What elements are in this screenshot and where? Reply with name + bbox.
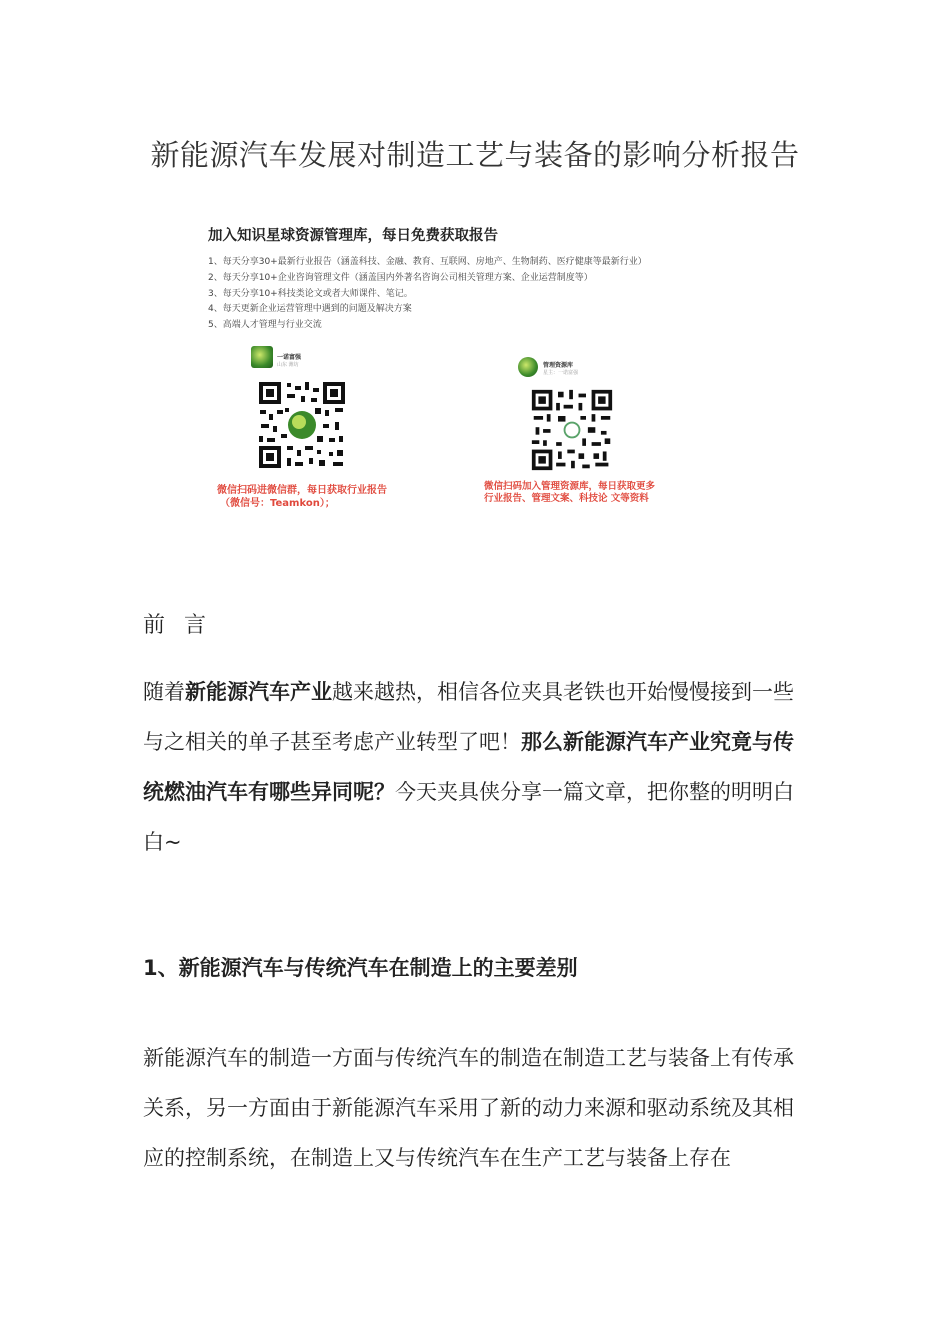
qr-caption: 微信扫码进微信群，每日获取行业报告: [217, 485, 387, 496]
preface-bold-text: 新能源汽车产业: [185, 680, 332, 704]
preface-paragraph: [143, 667, 803, 867]
document-title: 新能源汽车发展对制造工艺与装备的影响分析报告: [150, 138, 800, 172]
promo-heading: 加入知识星球资源管理库，每日免费获取报告: [208, 228, 498, 244]
promo-image: [200, 218, 680, 528]
promo-item: 5、高端人才管理与行业交流: [208, 320, 322, 330]
preface-bold-text: 那么新能源汽车产业究竟与传统燃油汽车有哪些异同呢？: [143, 730, 794, 804]
qr-card-sub: 山东 潍坊: [277, 362, 299, 368]
qr-caption: 行业报告、管理文案、科技论 文等资料: [484, 493, 649, 504]
preface-heading: 前 言: [143, 613, 212, 638]
section-paragraph: 新能源汽车的制造一方面与传统汽车的制造在制造工艺与装备上有传承关系，另一方面由于新能源汽车采用了新的动力来源和驱动系统及其相应的控制系统，在制造上又与传统汽车在生产工艺与装备上存在: [143, 1046, 794, 1170]
qr-code-icon: [530, 388, 614, 472]
promo-item: 4、每天更新企业运营管理中遇到的问题及解决方案: [208, 304, 412, 314]
promo-item: 2、每天分享10+企业咨询管理文件（涵盖国内外著名咨询公司相关管理方案、企业运营制度等）: [208, 273, 593, 283]
qr-caption: 微信扫码加入管理资源库，每日获取更多: [484, 481, 656, 492]
qr-card-sub: 星主：一诺富强: [543, 370, 579, 376]
avatar: [518, 357, 538, 377]
section-heading: 1、新能源汽车与传统汽车在制造上的主要差别: [143, 956, 578, 980]
promo-item: 1、每天分享30+最新行业报告（涵盖科技、金融、教育、互联网、房地产、生物制药、医疗健康等最新行业）: [208, 257, 647, 267]
qr-card-name: 一诺富强: [277, 354, 302, 361]
qr-code-icon: [257, 380, 347, 470]
qr-card-name: 管理资源库: [543, 362, 574, 369]
preface-text: 今天夹具侠分享一篇文章，把你整的明明白白~: [143, 780, 794, 854]
avatar: [251, 346, 273, 368]
preface-text: 随着: [143, 680, 185, 704]
promo-item: 3、每天分享10+科技类论文或者大师课件、笔记。: [208, 289, 413, 299]
preface-text: 越来越热，相信各位夹具老铁也开始慢慢接到一些与之相关的单子甚至考虑产业转型了吧！: [143, 680, 794, 754]
qr-caption: （微信号：Teamkon）；: [220, 498, 335, 509]
